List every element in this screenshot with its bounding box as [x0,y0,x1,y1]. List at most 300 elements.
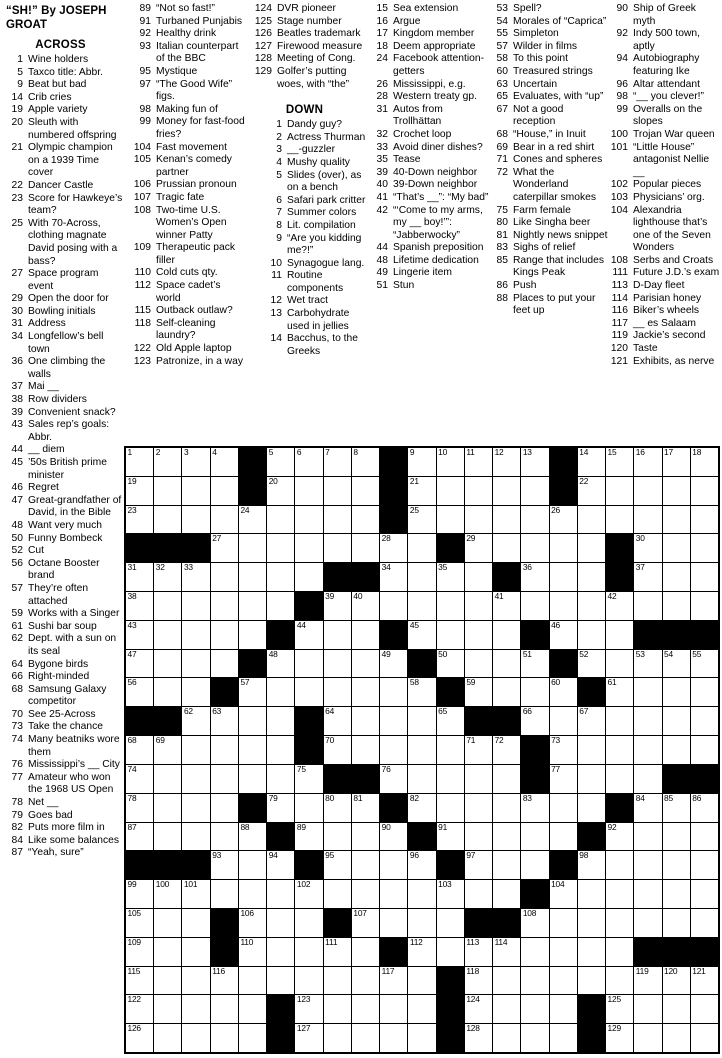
cell-10-5[interactable] [267,736,294,764]
cell-14-17[interactable] [606,851,633,879]
cell-7-14[interactable] [521,650,548,678]
cell-15-19[interactable] [663,880,690,908]
cell-20-15[interactable] [550,1024,577,1052]
cell-16-5[interactable] [267,909,294,937]
cell-13-14[interactable] [521,823,548,851]
cell-14-3[interactable] [211,851,238,879]
cell-6-3[interactable] [211,621,238,649]
cell-10-7[interactable] [324,736,351,764]
cell-5-19[interactable] [663,592,690,620]
cell-5-16[interactable] [578,592,605,620]
cell-12-10[interactable] [408,794,435,822]
cell-6-0[interactable] [126,621,153,649]
cell-13-12[interactable] [465,823,492,851]
cell-6-6[interactable] [295,621,322,649]
cell-2-17[interactable] [606,506,633,534]
cell-0-7[interactable] [324,448,351,476]
cell-7-7[interactable] [324,650,351,678]
cell-3-8[interactable] [352,534,379,562]
cell-13-17[interactable] [606,823,633,851]
cell-17-10[interactable] [408,938,435,966]
cell-0-8[interactable] [352,448,379,476]
cell-18-17[interactable] [606,967,633,995]
cell-9-15[interactable] [550,707,577,735]
cell-2-13[interactable] [493,506,520,534]
cell-18-1[interactable] [154,967,181,995]
cell-19-12[interactable] [465,995,492,1023]
cell-5-3[interactable] [211,592,238,620]
cell-4-10[interactable] [408,563,435,591]
cell-10-4[interactable] [239,736,266,764]
cell-11-0[interactable] [126,765,153,793]
cell-19-1[interactable] [154,995,181,1023]
cell-11-9[interactable] [380,765,407,793]
cell-9-3[interactable] [211,707,238,735]
cell-1-5[interactable] [267,477,294,505]
cell-20-2[interactable] [182,1024,209,1052]
cell-12-14[interactable] [521,794,548,822]
cell-5-14[interactable] [521,592,548,620]
cell-6-4[interactable] [239,621,266,649]
cell-15-18[interactable] [634,880,661,908]
cell-7-20[interactable] [691,650,718,678]
cell-2-8[interactable] [352,506,379,534]
cell-6-13[interactable] [493,621,520,649]
cell-0-12[interactable] [465,448,492,476]
cell-17-0[interactable] [126,938,153,966]
cell-4-9[interactable] [380,563,407,591]
cell-18-4[interactable] [239,967,266,995]
cell-12-8[interactable] [352,794,379,822]
cell-2-20[interactable] [691,506,718,534]
cell-14-19[interactable] [663,851,690,879]
cell-18-15[interactable] [550,967,577,995]
cell-1-6[interactable] [295,477,322,505]
cell-11-15[interactable] [550,765,577,793]
cell-0-2[interactable] [182,448,209,476]
cell-1-16[interactable] [578,477,605,505]
cell-0-10[interactable] [408,448,435,476]
cell-13-8[interactable] [352,823,379,851]
cell-0-18[interactable] [634,448,661,476]
cell-12-20[interactable] [691,794,718,822]
cell-18-10[interactable] [408,967,435,995]
cell-20-20[interactable] [691,1024,718,1052]
cell-9-16[interactable] [578,707,605,735]
cell-1-10[interactable] [408,477,435,505]
cell-15-15[interactable] [550,880,577,908]
cell-1-13[interactable] [493,477,520,505]
cell-5-15[interactable] [550,592,577,620]
cell-18-7[interactable] [324,967,351,995]
cell-19-3[interactable] [211,995,238,1023]
cell-10-13[interactable] [493,736,520,764]
cell-9-14[interactable] [521,707,548,735]
cell-1-7[interactable] [324,477,351,505]
cell-3-19[interactable] [663,534,690,562]
cell-14-9[interactable] [380,851,407,879]
cell-4-1[interactable] [154,563,181,591]
cell-14-8[interactable] [352,851,379,879]
cell-10-12[interactable] [465,736,492,764]
cell-3-6[interactable] [295,534,322,562]
cell-7-1[interactable] [154,650,181,678]
cell-16-20[interactable] [691,909,718,937]
cell-20-19[interactable] [663,1024,690,1052]
cell-16-14[interactable] [521,909,548,937]
cell-16-19[interactable] [663,909,690,937]
cell-14-10[interactable] [408,851,435,879]
cell-1-11[interactable] [437,477,464,505]
cell-8-13[interactable] [493,678,520,706]
cell-6-15[interactable] [550,621,577,649]
cell-6-17[interactable] [606,621,633,649]
cell-8-1[interactable] [154,678,181,706]
cell-7-8[interactable] [352,650,379,678]
cell-3-13[interactable] [493,534,520,562]
cell-15-6[interactable] [295,880,322,908]
cell-13-4[interactable] [239,823,266,851]
cell-15-17[interactable] [606,880,633,908]
cell-8-8[interactable] [352,678,379,706]
cell-4-19[interactable] [663,563,690,591]
cell-10-20[interactable] [691,736,718,764]
cell-16-18[interactable] [634,909,661,937]
cell-2-14[interactable] [521,506,548,534]
cell-17-15[interactable] [550,938,577,966]
cell-1-0[interactable] [126,477,153,505]
cell-5-0[interactable] [126,592,153,620]
cell-13-18[interactable] [634,823,661,851]
cell-11-2[interactable] [182,765,209,793]
cell-4-5[interactable] [267,563,294,591]
cell-11-16[interactable] [578,765,605,793]
cell-17-12[interactable] [465,938,492,966]
cell-0-16[interactable] [578,448,605,476]
cell-8-10[interactable] [408,678,435,706]
cell-2-7[interactable] [324,506,351,534]
cell-17-7[interactable] [324,938,351,966]
cell-2-12[interactable] [465,506,492,534]
cell-15-12[interactable] [465,880,492,908]
cell-12-2[interactable] [182,794,209,822]
cell-4-14[interactable] [521,563,548,591]
cell-15-10[interactable] [408,880,435,908]
cell-20-14[interactable] [521,1024,548,1052]
cell-17-4[interactable] [239,938,266,966]
cell-1-18[interactable] [634,477,661,505]
cell-17-14[interactable] [521,938,548,966]
cell-5-20[interactable] [691,592,718,620]
cell-19-2[interactable] [182,995,209,1023]
cell-19-14[interactable] [521,995,548,1023]
cell-7-9[interactable] [380,650,407,678]
cell-5-8[interactable] [352,592,379,620]
cell-7-2[interactable] [182,650,209,678]
cell-0-1[interactable] [154,448,181,476]
cell-19-6[interactable] [295,995,322,1023]
cell-5-11[interactable] [437,592,464,620]
cell-5-7[interactable] [324,592,351,620]
cell-11-5[interactable] [267,765,294,793]
cell-13-11[interactable] [437,823,464,851]
cell-17-6[interactable] [295,938,322,966]
cell-12-1[interactable] [154,794,181,822]
cell-19-8[interactable] [352,995,379,1023]
cell-2-4[interactable] [239,506,266,534]
cell-13-1[interactable] [154,823,181,851]
cell-16-1[interactable] [154,909,181,937]
cell-20-1[interactable] [154,1024,181,1052]
cell-11-13[interactable] [493,765,520,793]
cell-3-4[interactable] [239,534,266,562]
cell-7-19[interactable] [663,650,690,678]
cell-8-5[interactable] [267,678,294,706]
cell-0-11[interactable] [437,448,464,476]
cell-15-4[interactable] [239,880,266,908]
cell-1-19[interactable] [663,477,690,505]
cell-12-5[interactable] [267,794,294,822]
cell-6-7[interactable] [324,621,351,649]
cell-7-18[interactable] [634,650,661,678]
cell-15-1[interactable] [154,880,181,908]
cell-18-20[interactable] [691,967,718,995]
cell-9-2[interactable] [182,707,209,735]
cell-2-11[interactable] [437,506,464,534]
cell-10-2[interactable] [182,736,209,764]
cell-17-2[interactable] [182,938,209,966]
cell-4-3[interactable] [211,563,238,591]
cell-3-7[interactable] [324,534,351,562]
cell-17-8[interactable] [352,938,379,966]
cell-6-2[interactable] [182,621,209,649]
cell-15-13[interactable] [493,880,520,908]
cell-5-12[interactable] [465,592,492,620]
cell-13-0[interactable] [126,823,153,851]
cell-19-10[interactable] [408,995,435,1023]
cell-5-5[interactable] [267,592,294,620]
cell-5-4[interactable] [239,592,266,620]
cell-8-19[interactable] [663,678,690,706]
cell-12-0[interactable] [126,794,153,822]
cell-3-18[interactable] [634,534,661,562]
cell-16-15[interactable] [550,909,577,937]
cell-0-13[interactable] [493,448,520,476]
cell-6-8[interactable] [352,621,379,649]
cell-2-2[interactable] [182,506,209,534]
cell-16-6[interactable] [295,909,322,937]
cell-13-6[interactable] [295,823,322,851]
cell-12-16[interactable] [578,794,605,822]
cell-15-0[interactable] [126,880,153,908]
cell-14-16[interactable] [578,851,605,879]
cell-20-12[interactable] [465,1024,492,1052]
cell-20-18[interactable] [634,1024,661,1052]
cell-6-10[interactable] [408,621,435,649]
cell-8-20[interactable] [691,678,718,706]
cell-9-5[interactable] [267,707,294,735]
cell-10-17[interactable] [606,736,633,764]
cell-6-11[interactable] [437,621,464,649]
cell-3-14[interactable] [521,534,548,562]
cell-10-15[interactable] [550,736,577,764]
cell-19-4[interactable] [239,995,266,1023]
cell-18-5[interactable] [267,967,294,995]
cell-12-6[interactable] [295,794,322,822]
cell-0-5[interactable] [267,448,294,476]
cell-19-20[interactable] [691,995,718,1023]
cell-17-5[interactable] [267,938,294,966]
cell-7-13[interactable] [493,650,520,678]
cell-4-11[interactable] [437,563,464,591]
cell-8-12[interactable] [465,678,492,706]
cell-16-17[interactable] [606,909,633,937]
cell-2-16[interactable] [578,506,605,534]
cell-14-14[interactable] [521,851,548,879]
cell-11-4[interactable] [239,765,266,793]
cell-1-2[interactable] [182,477,209,505]
cell-11-11[interactable] [437,765,464,793]
cell-9-17[interactable] [606,707,633,735]
cell-9-10[interactable] [408,707,435,735]
cell-12-18[interactable] [634,794,661,822]
cell-0-14[interactable] [521,448,548,476]
cell-11-6[interactable] [295,765,322,793]
cell-16-2[interactable] [182,909,209,937]
cell-18-16[interactable] [578,967,605,995]
cell-6-12[interactable] [465,621,492,649]
cell-1-8[interactable] [352,477,379,505]
cell-12-11[interactable] [437,794,464,822]
cell-4-4[interactable] [239,563,266,591]
cell-3-3[interactable] [211,534,238,562]
cell-14-18[interactable] [634,851,661,879]
cell-13-7[interactable] [324,823,351,851]
cell-6-16[interactable] [578,621,605,649]
cell-0-6[interactable] [295,448,322,476]
cell-16-9[interactable] [380,909,407,937]
cell-18-12[interactable] [465,967,492,995]
cell-17-1[interactable] [154,938,181,966]
cell-4-18[interactable] [634,563,661,591]
cell-1-1[interactable] [154,477,181,505]
cell-19-13[interactable] [493,995,520,1023]
cell-13-13[interactable] [493,823,520,851]
cell-19-15[interactable] [550,995,577,1023]
cell-11-1[interactable] [154,765,181,793]
cell-2-19[interactable] [663,506,690,534]
cell-16-11[interactable] [437,909,464,937]
cell-20-10[interactable] [408,1024,435,1052]
cell-3-10[interactable] [408,534,435,562]
cell-3-16[interactable] [578,534,605,562]
cell-4-15[interactable] [550,563,577,591]
cell-13-2[interactable] [182,823,209,851]
cell-1-17[interactable] [606,477,633,505]
cell-5-1[interactable] [154,592,181,620]
cell-12-15[interactable] [550,794,577,822]
cell-18-13[interactable] [493,967,520,995]
cell-18-0[interactable] [126,967,153,995]
cell-15-3[interactable] [211,880,238,908]
cell-20-4[interactable] [239,1024,266,1052]
cell-15-9[interactable] [380,880,407,908]
cell-18-14[interactable] [521,967,548,995]
cell-11-10[interactable] [408,765,435,793]
cell-2-5[interactable] [267,506,294,534]
cell-13-15[interactable] [550,823,577,851]
cell-19-18[interactable] [634,995,661,1023]
cell-8-7[interactable] [324,678,351,706]
cell-2-6[interactable] [295,506,322,534]
cell-15-16[interactable] [578,880,605,908]
cell-13-19[interactable] [663,823,690,851]
cell-15-20[interactable] [691,880,718,908]
cell-7-11[interactable] [437,650,464,678]
cell-18-18[interactable] [634,967,661,995]
cell-14-12[interactable] [465,851,492,879]
cell-1-12[interactable] [465,477,492,505]
cell-2-1[interactable] [154,506,181,534]
cell-8-2[interactable] [182,678,209,706]
cell-18-8[interactable] [352,967,379,995]
cell-17-17[interactable] [606,938,633,966]
cell-20-7[interactable] [324,1024,351,1052]
cell-16-4[interactable] [239,909,266,937]
cell-9-11[interactable] [437,707,464,735]
cell-16-10[interactable] [408,909,435,937]
cell-16-16[interactable] [578,909,605,937]
cell-16-0[interactable] [126,909,153,937]
cell-8-15[interactable] [550,678,577,706]
cell-10-1[interactable] [154,736,181,764]
cell-16-8[interactable] [352,909,379,937]
cell-17-13[interactable] [493,938,520,966]
cell-10-19[interactable] [663,736,690,764]
cell-11-3[interactable] [211,765,238,793]
cell-7-6[interactable] [295,650,322,678]
cell-1-20[interactable] [691,477,718,505]
cell-0-3[interactable] [211,448,238,476]
cell-1-14[interactable] [521,477,548,505]
cell-5-13[interactable] [493,592,520,620]
cell-3-12[interactable] [465,534,492,562]
cell-10-0[interactable] [126,736,153,764]
cell-15-5[interactable] [267,880,294,908]
cell-5-10[interactable] [408,592,435,620]
cell-9-20[interactable] [691,707,718,735]
cell-13-9[interactable] [380,823,407,851]
cell-14-4[interactable] [239,851,266,879]
cell-3-15[interactable] [550,534,577,562]
cell-2-0[interactable] [126,506,153,534]
cell-3-5[interactable] [267,534,294,562]
cell-12-19[interactable] [663,794,690,822]
cell-15-7[interactable] [324,880,351,908]
cell-19-7[interactable] [324,995,351,1023]
cell-9-9[interactable] [380,707,407,735]
cell-20-0[interactable] [126,1024,153,1052]
cell-12-12[interactable] [465,794,492,822]
cell-4-16[interactable] [578,563,605,591]
cell-11-18[interactable] [634,765,661,793]
cell-4-20[interactable] [691,563,718,591]
cell-18-9[interactable] [380,967,407,995]
cell-2-18[interactable] [634,506,661,534]
cell-17-11[interactable] [437,938,464,966]
cell-7-0[interactable] [126,650,153,678]
cell-4-2[interactable] [182,563,209,591]
